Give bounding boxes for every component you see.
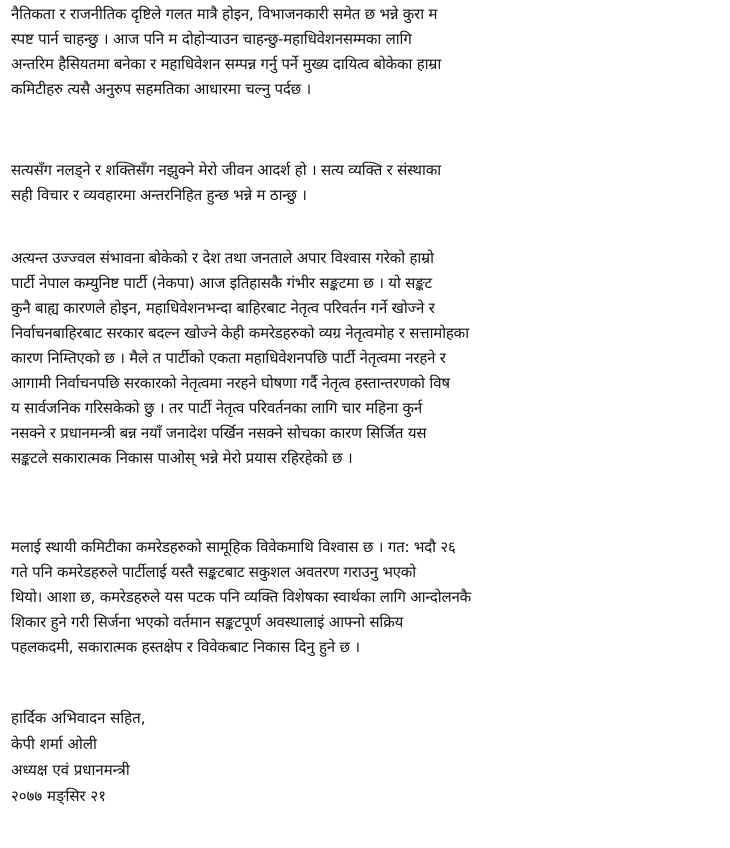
signature-block — [11, 705, 411, 809]
signature-name: केपी शर्मा ओली — [11, 735, 97, 753]
paragraph-line: सत्यसँग नलड्ने र शक्तिसँग नझुक्ने मेरो जीवन आदर्श हो । सत्य व्यक्ति र संस्थाका — [11, 161, 441, 179]
paragraph-line: कमिटीहरु त्यसै अनुरुप सहमतिका आधारमा चल्नु पर्दछ । — [11, 80, 311, 98]
paragraph-3 — [11, 246, 723, 471]
paragraph-line: अत्यन्त उज्ज्वल संभावना बोकेको र देश तथा जनताले अपार विश्वास गरेको हाम्रो — [11, 249, 434, 267]
paragraph-line: कारण निम्तिएको छ । मैले त पार्टीको एकता महाधिवेशनपछि पार्टी नेतृत्वमा नरहने र — [11, 349, 446, 367]
paragraph-line: मलाई स्थायी कमिटीका कमरेडहरुको सामूहिक विवेकमाथि विश्वास छ । गत: भदौ २६ — [11, 538, 456, 556]
paragraph-line: थियो। आशा छ, कमरेडहरुले यस पटक पनि व्यक्ति विशेषका स्वार्थका लागि आन्दोलनकै — [11, 588, 471, 606]
paragraph-line: सङ्कटले सकारात्मक निकास पाओस् भन्ने मेरो प्रयास रहिरहेको छ । — [11, 449, 353, 467]
paragraph-line: गते पनि कमरेडहरुले पार्टीलाई यस्तै सङ्कटबाट सकुशल अवतरण गराउनु भएको — [11, 563, 416, 581]
paragraph-line: सही विचार र व्यवहारमा अन्तरनिहित हुन्छ भन्ने म ठान्छु । — [11, 186, 307, 204]
paragraph-line: कुनै बाह्य कारणले होइन, महाधिवेशनभन्दा बाहिरबाट नेतृत्व परिवर्तन गर्ने खोज्ने र — [11, 299, 435, 317]
signature-greeting: हार्दिक अभिवादन सहित, — [11, 709, 146, 727]
signature-title: अध्यक्ष एवं प्रधानमन्त्री — [11, 761, 130, 779]
paragraph-line: पार्टी नेपाल कम्युनिष्ट पार्टी (नेकपा) आज इतिहासकै गंभीर सङ्कटमा छ । यो सङ्कट — [11, 274, 432, 292]
paragraph-line: आगामी निर्वाचनपछि सरकारको नेतृत्वमा नरहने घोषणा गर्दै नेतृत्व हस्तान्तरणको विष — [11, 374, 450, 392]
paragraph-line: य सार्वजनिक गरिसकेको छु । तर पार्टी नेतृत्व परिवर्तनका लागि चार महिना कुर्न — [11, 399, 422, 417]
paragraph-line: शिकार हुने गरी सिर्जना भएको वर्तमान सङ्कटपूर्ण अवस्थालाइं आफ्नो सक्रिय — [11, 613, 404, 631]
paragraph-line: स्पष्ट पार्न चाहन्छु । आज पनि म दोहोर्‍याउन चाहन्छु-महाधिवेशनसम्मका लागि — [11, 30, 412, 48]
paragraph-1 — [11, 2, 723, 102]
paragraph-line: निर्वाचनबाहिरबाट सरकार बदल्न खोज्ने केही कमरेडहरुको व्यग्र नेतृत्वमोह र सत्तामोहका — [11, 324, 469, 342]
paragraph-line: अन्तरिम हैसियतमा बनेका र महाधिवेशन सम्पन्न गर्नु पर्ने मुख्य दायित्व बोकेका हाम्रा — [11, 55, 442, 73]
paragraph-line: पहलकदमी, सकारात्मक हस्तक्षेप र विवेकबाट निकास दिनु हुने छ । — [11, 638, 360, 656]
signature-date: २०७७ मङ्सिर २१ — [11, 787, 107, 805]
paragraph-line: नसक्ने र प्रधानमन्त्री बन्न नयाँ जनादेश पर्खिन नसक्ने सोचका कारण सिर्जित यस — [11, 424, 427, 442]
paragraph-4 — [11, 535, 723, 660]
paragraph-2 — [11, 158, 723, 208]
paragraph-line: नैतिकता र राजनीतिक दृष्टिले गलत मात्रै होइन, विभाजनकारी समेत छ भन्ने कुरा म — [11, 5, 438, 23]
